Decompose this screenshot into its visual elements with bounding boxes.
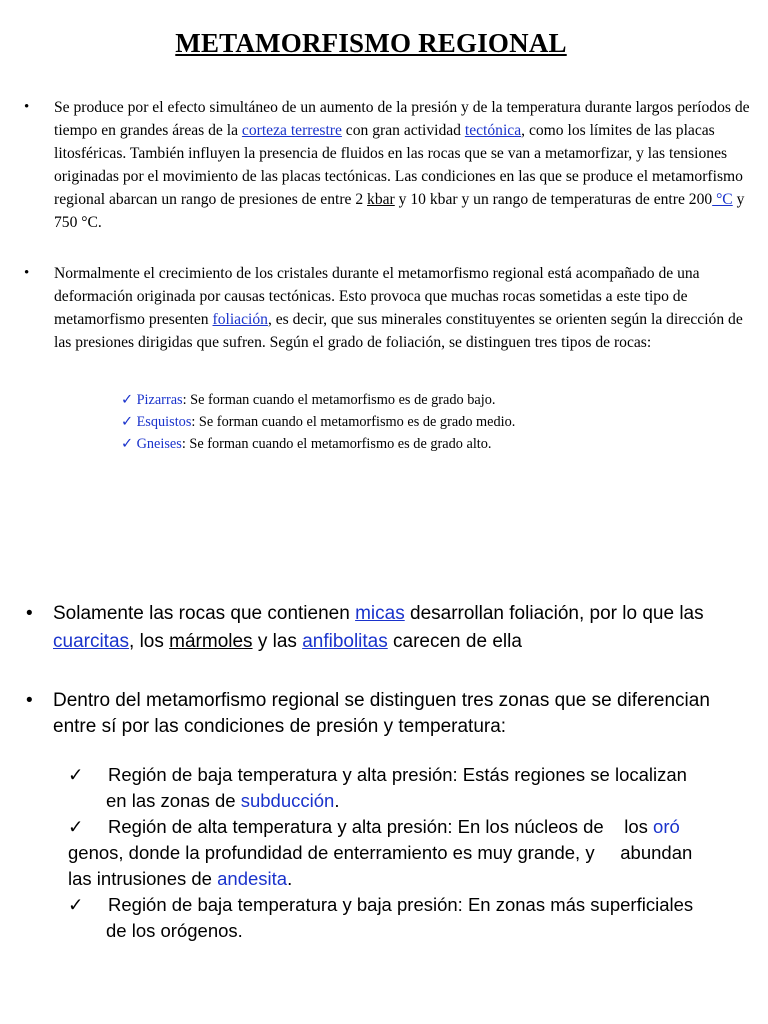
link-marmoles[interactable]: mármoles: [169, 631, 253, 652]
link-celsius[interactable]: °C: [712, 191, 733, 208]
page-title: METAMORFISMO REGIONAL: [175, 28, 567, 58]
bullet-paragraph-1: [24, 96, 754, 234]
bullet-marker: •: [26, 690, 33, 711]
link-tectonica[interactable]: tectónica: [464, 122, 522, 139]
checkmark-icon: ✓: [121, 414, 133, 430]
checkmark-icon: ✓: [68, 764, 84, 785]
bullet-marker: •: [24, 99, 30, 115]
kbar-underlined: kbar: [367, 191, 395, 208]
list-item: ✓ Gneises: Se forman cuando el metamorfismo es de grado alto.: [121, 436, 492, 452]
list-item: ✓ Pizarras: Se forman cuando el metamorfismo es de grado bajo.: [121, 392, 496, 408]
paragraph-text: Se produce por el efecto simultáneo de un aumento de la presión y de la temperatura durante largos períodos de tiempo en grandes áreas de la corteza terrestre con gran actividad tectónica, como los límites de las placas litosféricas. También influyen la presencia de fluidos en las rocas que se van a metamorfizar, y las tensiones originadas por el movimiento de las placas tectónicas. Las condiciones en las que se produce el metamorfismo regional abarcan un rango de presiones de entre 2 kbar y 10 kbar y un rango de temperaturas de entre 200 °C y 750 °C.: [54, 99, 750, 231]
rock-types-list: [121, 389, 721, 455]
paragraph-text: Normalmente el crecimiento de los cristales durante el metamorfismo regional está acompañado de una deformación originada por causas tectónicas. Esto provoca que muchas rocas sometidas a este tipo de metamorfismo presenten foliación, es decir, que sus minerales constituyentes se orienten según la dirección de las presiones dirigidas que sufren. Según el grado de foliación, se distinguen tres tipos de rocas:: [54, 265, 743, 351]
link-cuarcitas[interactable]: cuarcitas: [53, 631, 130, 652]
list-item-zone-2: ✓ Región de alta temperatura y alta presión: En los núcleos de los oró genos, donde la profundidad de enterramiento es muy grande, y abundan las intrusiones de andesita.: [68, 816, 693, 889]
bullet-paragraph-4: [26, 688, 746, 740]
link-micas[interactable]: micas: [355, 603, 405, 624]
list-item-zone-3: ✓ Región de baja temperatura y baja presión: En zonas más superficiales de los orógenos.: [68, 894, 694, 941]
rock-name[interactable]: Gneises: [136, 436, 182, 452]
checkmark-icon: ✓: [68, 816, 84, 837]
checkmark-icon: ✓: [68, 894, 84, 915]
checkmark-icon: ✓: [121, 392, 133, 408]
list-item: ✓ Esquistos: Se forman cuando el metamorfismo es de grado medio.: [121, 414, 516, 430]
link-orogenos[interactable]: oró: [653, 816, 680, 837]
link-foliacion[interactable]: foliación: [212, 311, 268, 328]
link-andesita[interactable]: andesita: [217, 868, 288, 889]
bullet-marker: •: [26, 603, 33, 624]
link-anfibolitas[interactable]: anfibolitas: [302, 631, 388, 652]
checkmark-icon: ✓: [121, 436, 133, 452]
bullet-paragraph-2: [24, 262, 754, 354]
rock-name[interactable]: Esquistos: [136, 414, 192, 430]
zones-list: [68, 762, 728, 944]
paragraph-text: Solamente las rocas que contienen micas desarrollan foliación, por lo que las cuarcitas, los mármoles y las anfibolitas carecen de ella: [53, 603, 704, 652]
bullet-paragraph-3: [26, 600, 746, 656]
bullet-marker: •: [24, 265, 30, 281]
link-corteza-terrestre[interactable]: corteza terrestre: [241, 122, 342, 139]
link-subduccion[interactable]: subducción: [240, 790, 335, 811]
rock-name[interactable]: Pizarras: [136, 392, 183, 408]
paragraph-text: Dentro del metamorfismo regional se distinguen tres zonas que se diferencian entre sí por las condiciones de presión y temperatura:: [53, 690, 710, 737]
list-item-zone-1: ✓ Región de baja temperatura y alta presión: Estás regiones se localizan en las zonas de subducción.: [68, 764, 687, 811]
